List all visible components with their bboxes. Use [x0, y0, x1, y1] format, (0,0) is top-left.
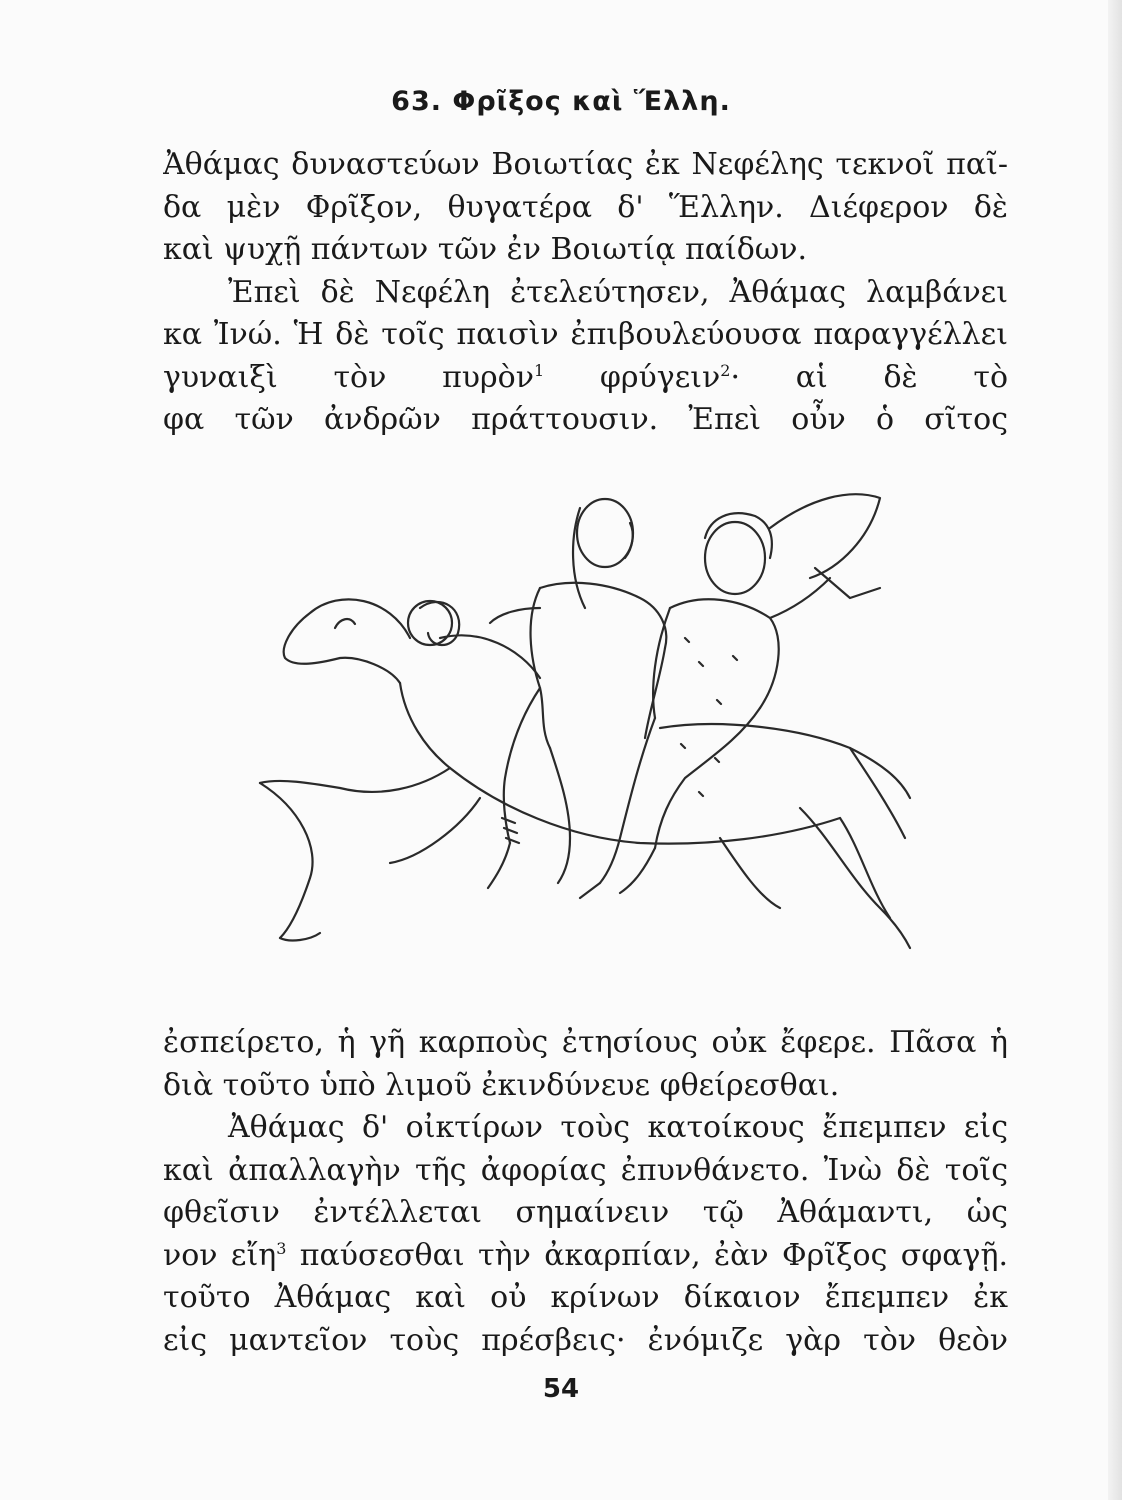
text-block-bottom [163, 1022, 1008, 1362]
text-fragment: γυναιξὶ τὸν πυρὸν [163, 359, 534, 395]
chapter-title: 63. Φρῖξος καὶ Ἕλλη. [391, 86, 731, 117]
text-line: φθεῖσιν ἐντέλλεται σημαίνειν τῷ Ἀθάμαντι, ὡς [163, 1195, 1008, 1230]
text-line: καὶ ψυχῇ πάντων τῶν ἐν Βοιωτίᾳ παίδων. [163, 232, 808, 267]
helle-figure [580, 494, 880, 898]
text-line: ἐσπείρετο, ἡ γῆ καρποὺς ἐτησίους οὐκ ἔφερε. Πᾶσα ἡ [163, 1025, 1008, 1060]
footnote-marker: 2 [720, 360, 731, 380]
text-line: Ἀθάμας δ' οἰκτίρων τοὺς κατοίκους ἔπεμπεν εἰς [228, 1110, 1008, 1145]
page-edge [1108, 0, 1122, 1500]
text-fragment: νον εἴη [163, 1237, 277, 1273]
text-line: κα Ἰνώ. Ἡ δὲ τοῖς παισὶν ἐπιβουλεύουσα παραγγέλλει [163, 317, 1008, 352]
footnote-marker: 1 [533, 360, 545, 380]
phrixus-figure [488, 499, 666, 888]
text-block-top [163, 144, 1008, 442]
ram-figure [260, 599, 910, 948]
text-line-with-footnote [163, 1235, 1008, 1278]
text-line: διὰ τοῦτο ὑπὸ λιμοῦ ἐκινδύνευε φθείρεσθαι. [163, 1067, 840, 1103]
text-fragment: · αἱ δὲ τὸ [730, 359, 1008, 395]
text-line: τοῦτο Ἀθάμας καὶ οὐ κρίνων δίκαιον ἔπεμπεν ἐκ [163, 1280, 1008, 1315]
footnote-marker: 3 [276, 1238, 287, 1258]
text-fragment: φρύγειν [599, 359, 721, 395]
text-line: φα τῶν ἀνδρῶν πράττουσιν. Ἐπεὶ οὖν ὁ σῖτος [163, 402, 1008, 437]
phrixus-helle-ram-illustration [240, 478, 920, 978]
text-line-with-footnotes [163, 357, 1008, 400]
text-fragment: παύσεσθαι τὴν ἀκαρπίαν, ἐὰν Φρῖξος σφαγῇ. [299, 1237, 1008, 1273]
text-line: Ἐπεὶ δὲ Νεφέλη ἐτελεύτησεν, Ἀθάμας λαμβάνει [228, 274, 1008, 310]
text-line: δα μὲν Φρῖξον, θυγατέρα δ' Ἕλλην. Διέφερον δὲ [163, 189, 1008, 225]
text-line: εἰς μαντεῖον τοὺς πρέσβεις· ἐνόμιζε γὰρ τὸν θεὸν [163, 1322, 1008, 1358]
text-line: Ἀθάμας δυναστεύων Βοιωτίας ἐκ Νεφέλης τεκνοῖ παῖ- [163, 147, 1008, 182]
text-line: καὶ ἀπαλλαγὴν τῆς ἀφορίας ἐπυνθάνετο. Ἰνὼ δὲ τοῖς [163, 1152, 1008, 1188]
page-number: 54 [542, 1374, 580, 1404]
